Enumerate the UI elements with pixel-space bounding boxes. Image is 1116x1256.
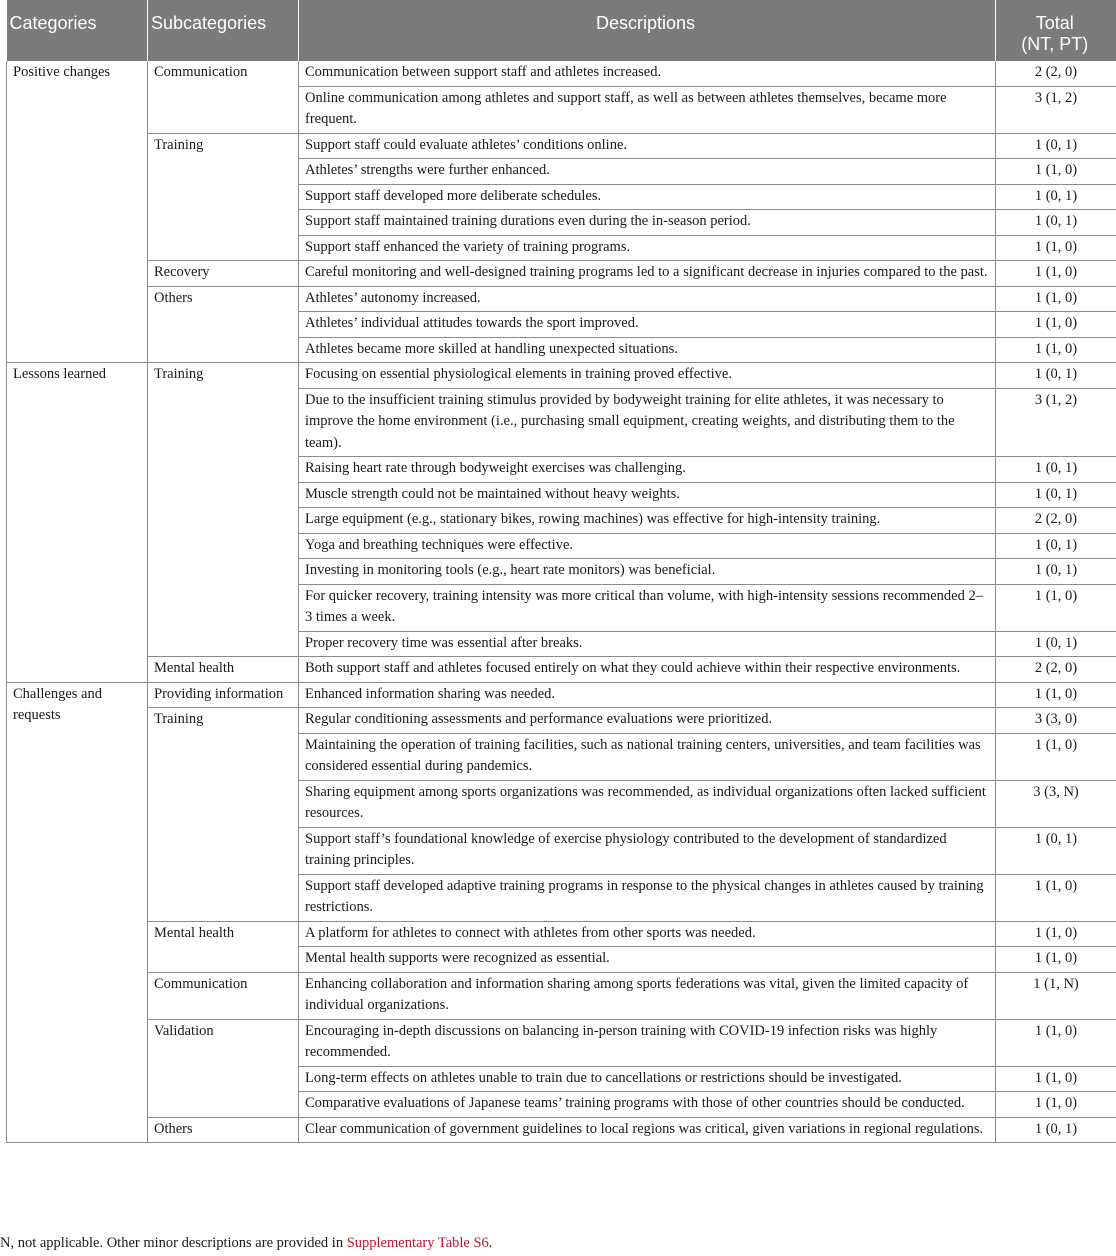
description-cell: Athletes’ individual attitudes towards the sport improved. <box>299 312 996 338</box>
subcategory-cell: Others <box>148 1117 299 1143</box>
total-cell: 1 (0, 1) <box>996 533 1116 559</box>
footnote-text: N, not applicable. Other minor descriptions are provided in <box>0 1235 347 1251</box>
description-cell: Support staff could evaluate athletes’ conditions online. <box>299 133 996 159</box>
category-cell: Lessons learned <box>7 363 148 683</box>
total-cell: 1 (0, 1) <box>996 827 1116 874</box>
total-cell: 1 (1, 0) <box>996 1092 1116 1118</box>
description-cell: A platform for athletes to connect with athletes from other sports was needed. <box>299 921 996 947</box>
description-cell: Support staff developed more deliberate schedules. <box>299 184 996 210</box>
description-cell: Investing in monitoring tools (e.g., heart rate monitors) was beneficial. <box>299 559 996 585</box>
total-cell: 3 (3, N) <box>996 780 1116 827</box>
total-cell: 1 (1, N) <box>996 972 1116 1019</box>
description-cell: Sharing equipment among sports organizations was recommended, as individual organizations often lacked sufficient resources. <box>299 780 996 827</box>
subcategory-cell: Validation <box>148 1019 299 1117</box>
subcategory-cell: Training <box>148 363 299 657</box>
total-cell: 1 (1, 0) <box>996 874 1116 921</box>
description-cell: Careful monitoring and well-designed training programs led to a significant decrease in injuries compared to the past. <box>299 261 996 287</box>
header-total-sub: (NT, PT) <box>1021 34 1089 54</box>
description-cell: Comparative evaluations of Japanese teams’ training programs with those of other countries should be conducted. <box>299 1092 996 1118</box>
header-total-label: Total <box>1035 13 1074 33</box>
total-cell: 1 (0, 1) <box>996 210 1116 236</box>
total-cell: 1 (1, 0) <box>996 286 1116 312</box>
results-table <box>6 0 1116 1143</box>
table-row <box>7 363 1116 389</box>
total-cell: 1 (1, 0) <box>996 733 1116 780</box>
header-categories: Categories <box>7 0 148 61</box>
category-cell: Challenges and requests <box>7 682 148 1143</box>
table-row <box>7 708 1116 734</box>
total-cell: 1 (1, 0) <box>996 235 1116 261</box>
description-cell: Regular conditioning assessments and performance evaluations were prioritized. <box>299 708 996 734</box>
table-row <box>7 61 1116 86</box>
total-cell: 1 (1, 0) <box>996 159 1116 185</box>
description-cell: Support staff developed adaptive training programs in response to the physical changes in athletes caused by training restrictions. <box>299 874 996 921</box>
description-cell: Long-term effects on athletes unable to train due to cancellations or restrictions should be investigated. <box>299 1066 996 1092</box>
total-cell: 2 (2, 0) <box>996 657 1116 683</box>
header-subcategories: Subcategories <box>148 0 299 61</box>
total-cell: 1 (1, 0) <box>996 337 1116 363</box>
description-cell: Support staff maintained training durations even during the in-season period. <box>299 210 996 236</box>
description-cell: Encouraging in-depth discussions on balancing in-person training with COVID-19 infection risks was highly recommended. <box>299 1019 996 1066</box>
total-cell: 1 (0, 1) <box>996 184 1116 210</box>
total-cell: 2 (2, 0) <box>996 508 1116 534</box>
description-cell: Muscle strength could not be maintained without heavy weights. <box>299 482 996 508</box>
supplementary-table-link[interactable]: Supplementary Table S6 <box>346 1235 489 1251</box>
description-cell: Online communication among athletes and support staff, as well as between athletes themselves, became more frequent. <box>299 86 996 133</box>
description-cell: Due to the insufficient training stimulus provided by bodyweight training for elite athletes, it was necessary to improve the home environment (i.e., purchasing small equipment, creating weights, and distributing them to the team). <box>299 388 996 457</box>
description-cell: Focusing on essential physiological elements in training proved effective. <box>299 363 996 389</box>
total-cell: 1 (1, 0) <box>996 261 1116 287</box>
header-descriptions: Descriptions <box>299 0 996 61</box>
table-row <box>7 1117 1116 1143</box>
total-cell: 1 (0, 1) <box>996 363 1116 389</box>
total-cell: 1 (1, 0) <box>996 1019 1116 1066</box>
description-cell: Support staff’s foundational knowledge of exercise physiology contributed to the development of standardized training principles. <box>299 827 996 874</box>
description-cell: Athletes’ strengths were further enhanced. <box>299 159 996 185</box>
footnote-end: . <box>488 1235 493 1251</box>
subcategory-cell: Recovery <box>148 261 299 287</box>
description-cell: Mental health supports were recognized as essential. <box>299 947 996 973</box>
description-cell: Proper recovery time was essential after breaks. <box>299 631 996 657</box>
subcategory-cell: Training <box>148 133 299 261</box>
header-row <box>7 0 1116 61</box>
total-cell: 1 (0, 1) <box>996 1117 1116 1143</box>
description-cell: Yoga and breathing techniques were effective. <box>299 533 996 559</box>
description-cell: Athletes’ autonomy increased. <box>299 286 996 312</box>
table-row <box>7 972 1116 1019</box>
description-cell: For quicker recovery, training intensity was more critical than volume, with high-intensity sessions recommended 2–3 times a week. <box>299 584 996 631</box>
header-total <box>996 0 1116 61</box>
table-row <box>7 1019 1116 1066</box>
description-cell: Raising heart rate through bodyweight exercises was challenging. <box>299 457 996 483</box>
subcategory-cell: Training <box>148 708 299 922</box>
total-cell: 1 (1, 0) <box>996 584 1116 631</box>
subcategory-cell: Others <box>148 286 299 363</box>
total-cell: 1 (0, 1) <box>996 457 1116 483</box>
table-row <box>7 921 1116 947</box>
total-cell: 1 (1, 0) <box>996 947 1116 973</box>
total-cell: 1 (0, 1) <box>996 559 1116 585</box>
description-cell: Support staff enhanced the variety of training programs. <box>299 235 996 261</box>
subcategory-cell: Mental health <box>148 921 299 972</box>
table-row <box>7 261 1116 287</box>
table-row <box>7 682 1116 708</box>
table-row <box>7 286 1116 312</box>
total-cell: 1 (1, 0) <box>996 682 1116 708</box>
total-cell: 3 (1, 2) <box>996 86 1116 133</box>
total-cell: 3 (1, 2) <box>996 388 1116 457</box>
table-row <box>7 133 1116 159</box>
total-cell: 3 (3, 0) <box>996 708 1116 734</box>
subcategory-cell: Communication <box>148 972 299 1019</box>
description-cell: Clear communication of government guidelines to local regions was critical, given variations in regional regulations. <box>299 1117 996 1143</box>
total-cell: 2 (2, 0) <box>996 61 1116 86</box>
description-cell: Enhanced information sharing was needed. <box>299 682 996 708</box>
description-cell: Both support staff and athletes focused entirely on what they could achieve within their respective environments. <box>299 657 996 683</box>
subcategory-cell: Providing information <box>148 682 299 708</box>
total-cell: 1 (1, 0) <box>996 921 1116 947</box>
total-cell: 1 (0, 1) <box>996 631 1116 657</box>
category-cell: Positive changes <box>7 61 148 363</box>
description-cell: Enhancing collaboration and information sharing among sports federations was vital, given the limited capacity of individual organizations. <box>299 972 996 1019</box>
description-cell: Communication between support staff and athletes increased. <box>299 61 996 86</box>
total-cell: 1 (0, 1) <box>996 482 1116 508</box>
description-cell: Maintaining the operation of training facilities, such as national training centers, universities, and team facilities was considered essential during pandemics. <box>299 733 996 780</box>
subcategory-cell: Communication <box>148 61 299 133</box>
total-cell: 1 (1, 0) <box>996 1066 1116 1092</box>
total-cell: 1 (0, 1) <box>996 133 1116 159</box>
table-footnote <box>0 1235 492 1252</box>
total-cell: 1 (1, 0) <box>996 312 1116 338</box>
table-row <box>7 657 1116 683</box>
subcategory-cell: Mental health <box>148 657 299 683</box>
description-cell: Athletes became more skilled at handling unexpected situations. <box>299 337 996 363</box>
description-cell: Large equipment (e.g., stationary bikes, rowing machines) was effective for high-intensity training. <box>299 508 996 534</box>
